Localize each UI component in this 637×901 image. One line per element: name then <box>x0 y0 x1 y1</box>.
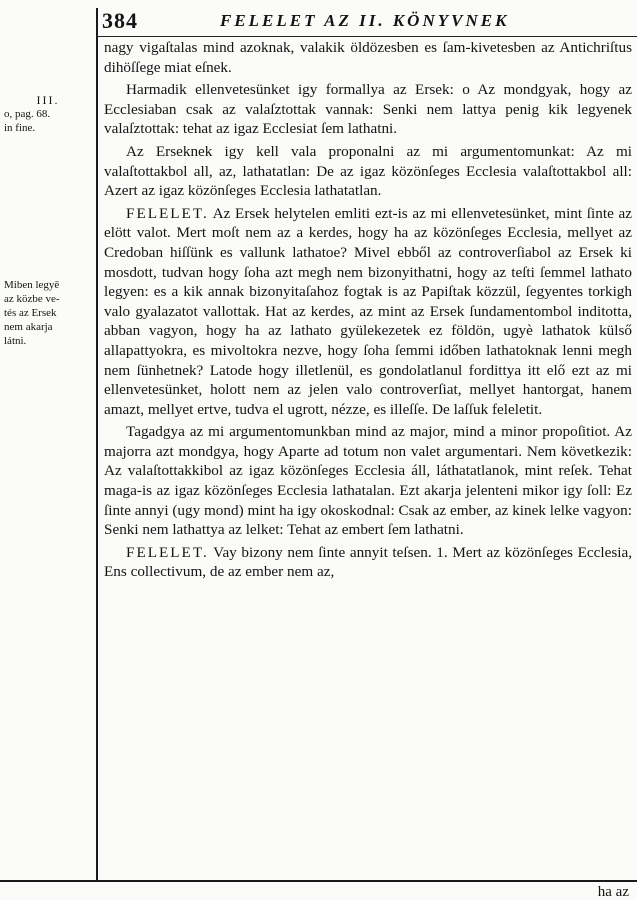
paragraph-answer-one <box>104 204 632 420</box>
margin-reference-page: o, pag. 68. <box>4 108 51 120</box>
paragraph-third-objection: Harmadik ellenvetesünket igy formallya az Ersek: o Az mondgyak, hogy az Ecclesiaban csak az valaſztottak vannak: Senki nem lattya penig kik legyenek valaſztottak: tehat az igaz Ecclesiat ſem lathatni. <box>104 81 632 138</box>
answer-text: Vay bizony nem ſinte annyit teſsen. 1. Mert az közönſeges Ecclesia, Ens collectivum, de az ember nem az, <box>104 543 632 581</box>
paragraph-denial: Tagadgya az mi argumentomunkban mind az major, mind a minor propoſitiot. Az majorra azt mondgya, hogy Aparte ad totum non valet argumentari. Nem következik: Az valaſtottakkibol az igaz közönſeges Ecclesia áll, láthatatlanok, mint reſek. Tehat maga-is az igaz közönſeges Ecclesia lathatalan. Ezt akarja jelenteni mikor igy ſoll: Ez ſinte annyi (ugy mond) mint ha igy okoskodnal: Csak az ember, az kinek lelke vagyon: Senki nem lathattya az lelket: Tehat az embert ſem lathatni. <box>104 423 632 539</box>
answer-heading: FELELET. <box>126 543 209 561</box>
margin-reference <box>4 93 92 135</box>
margin-note-line: Miben legyē <box>4 279 60 291</box>
answer-text: Az Ersek helytelen emliti ezt-is az mi ellenvetesünket, mint ſinte az elött valot. Mert moſt nem az a kerdes, hogy ha az közönſeges Ecclesia, mellyet az Credoban hiſſünk es vallunk lathatoe? Mivel ebből az controverſiabol az Ersek ki mosdott, tudvan hogy ſoha azt megh nem bizonyithatni, hogy az teſti ſemmel lathato legyen: es a kik annak bizonyitaſahoz fogtak is az Papiſtak közzül, ſegyentes torkigh valo gyalazatot vallottak. Hat az kerdes, az mint az Ersek ſundamentombol inditotta, abban vagyon, hogy ha az lathato gyülekezetek ez földön, ugyè lathatok külső allapattyokra, es mivoltokra nezve, hogy ſoha ſemmi időben lathatoknak lenni megh nem ſünhetnek? Latode hogy illetlenül, es gondolatlanul fordittya itt elő ezt az mi ellenvetesünket, holott nem az jelen valo controverſiat, mellyet hantorgat, hanem amazt, mellyet ertve, tudva el ugrott, nézze, es illeſſe. De laſſuk feleletit. <box>104 204 632 418</box>
paragraph-continuation: nagy vigaſtalas mind azoknak, valakik öldözesben es ſam-kivetesben az Antichriſtus dihöſſege miat eſnek. <box>104 39 632 76</box>
margin-note-line: látni. <box>4 335 27 347</box>
margin-note-line: az közbe ve- <box>4 293 60 305</box>
margin-reference-roman: III. <box>36 93 60 107</box>
bottom-rule <box>0 880 637 882</box>
margin-note-line: tés az Ersek <box>4 307 57 319</box>
page-number: 384 <box>102 8 138 33</box>
main-text <box>104 38 632 585</box>
paragraph-answer-two <box>104 543 632 582</box>
running-title: FELELET AZ II. KÖNYVNEK <box>220 11 510 30</box>
margin-note <box>4 278 92 348</box>
margin-reference-location: in fine. <box>4 122 36 134</box>
paragraph-argument: Az Erseknek igy kell vala proponalni az mi argumentomunkat: Az mi valaſtottakbol all, az, lathatatlan: De az igaz közönſeges Ecclesia valaſtottakbol all: Azert az igaz közönſeges Ecclesia lathatatlan. <box>104 142 632 200</box>
margin-column-rule <box>96 8 98 880</box>
header-rule <box>96 36 637 37</box>
answer-heading: FELELET. <box>126 204 209 222</box>
margin-note-line: nem akarja <box>4 321 53 333</box>
catchword: ha az <box>597 884 629 900</box>
page-header <box>100 6 630 34</box>
